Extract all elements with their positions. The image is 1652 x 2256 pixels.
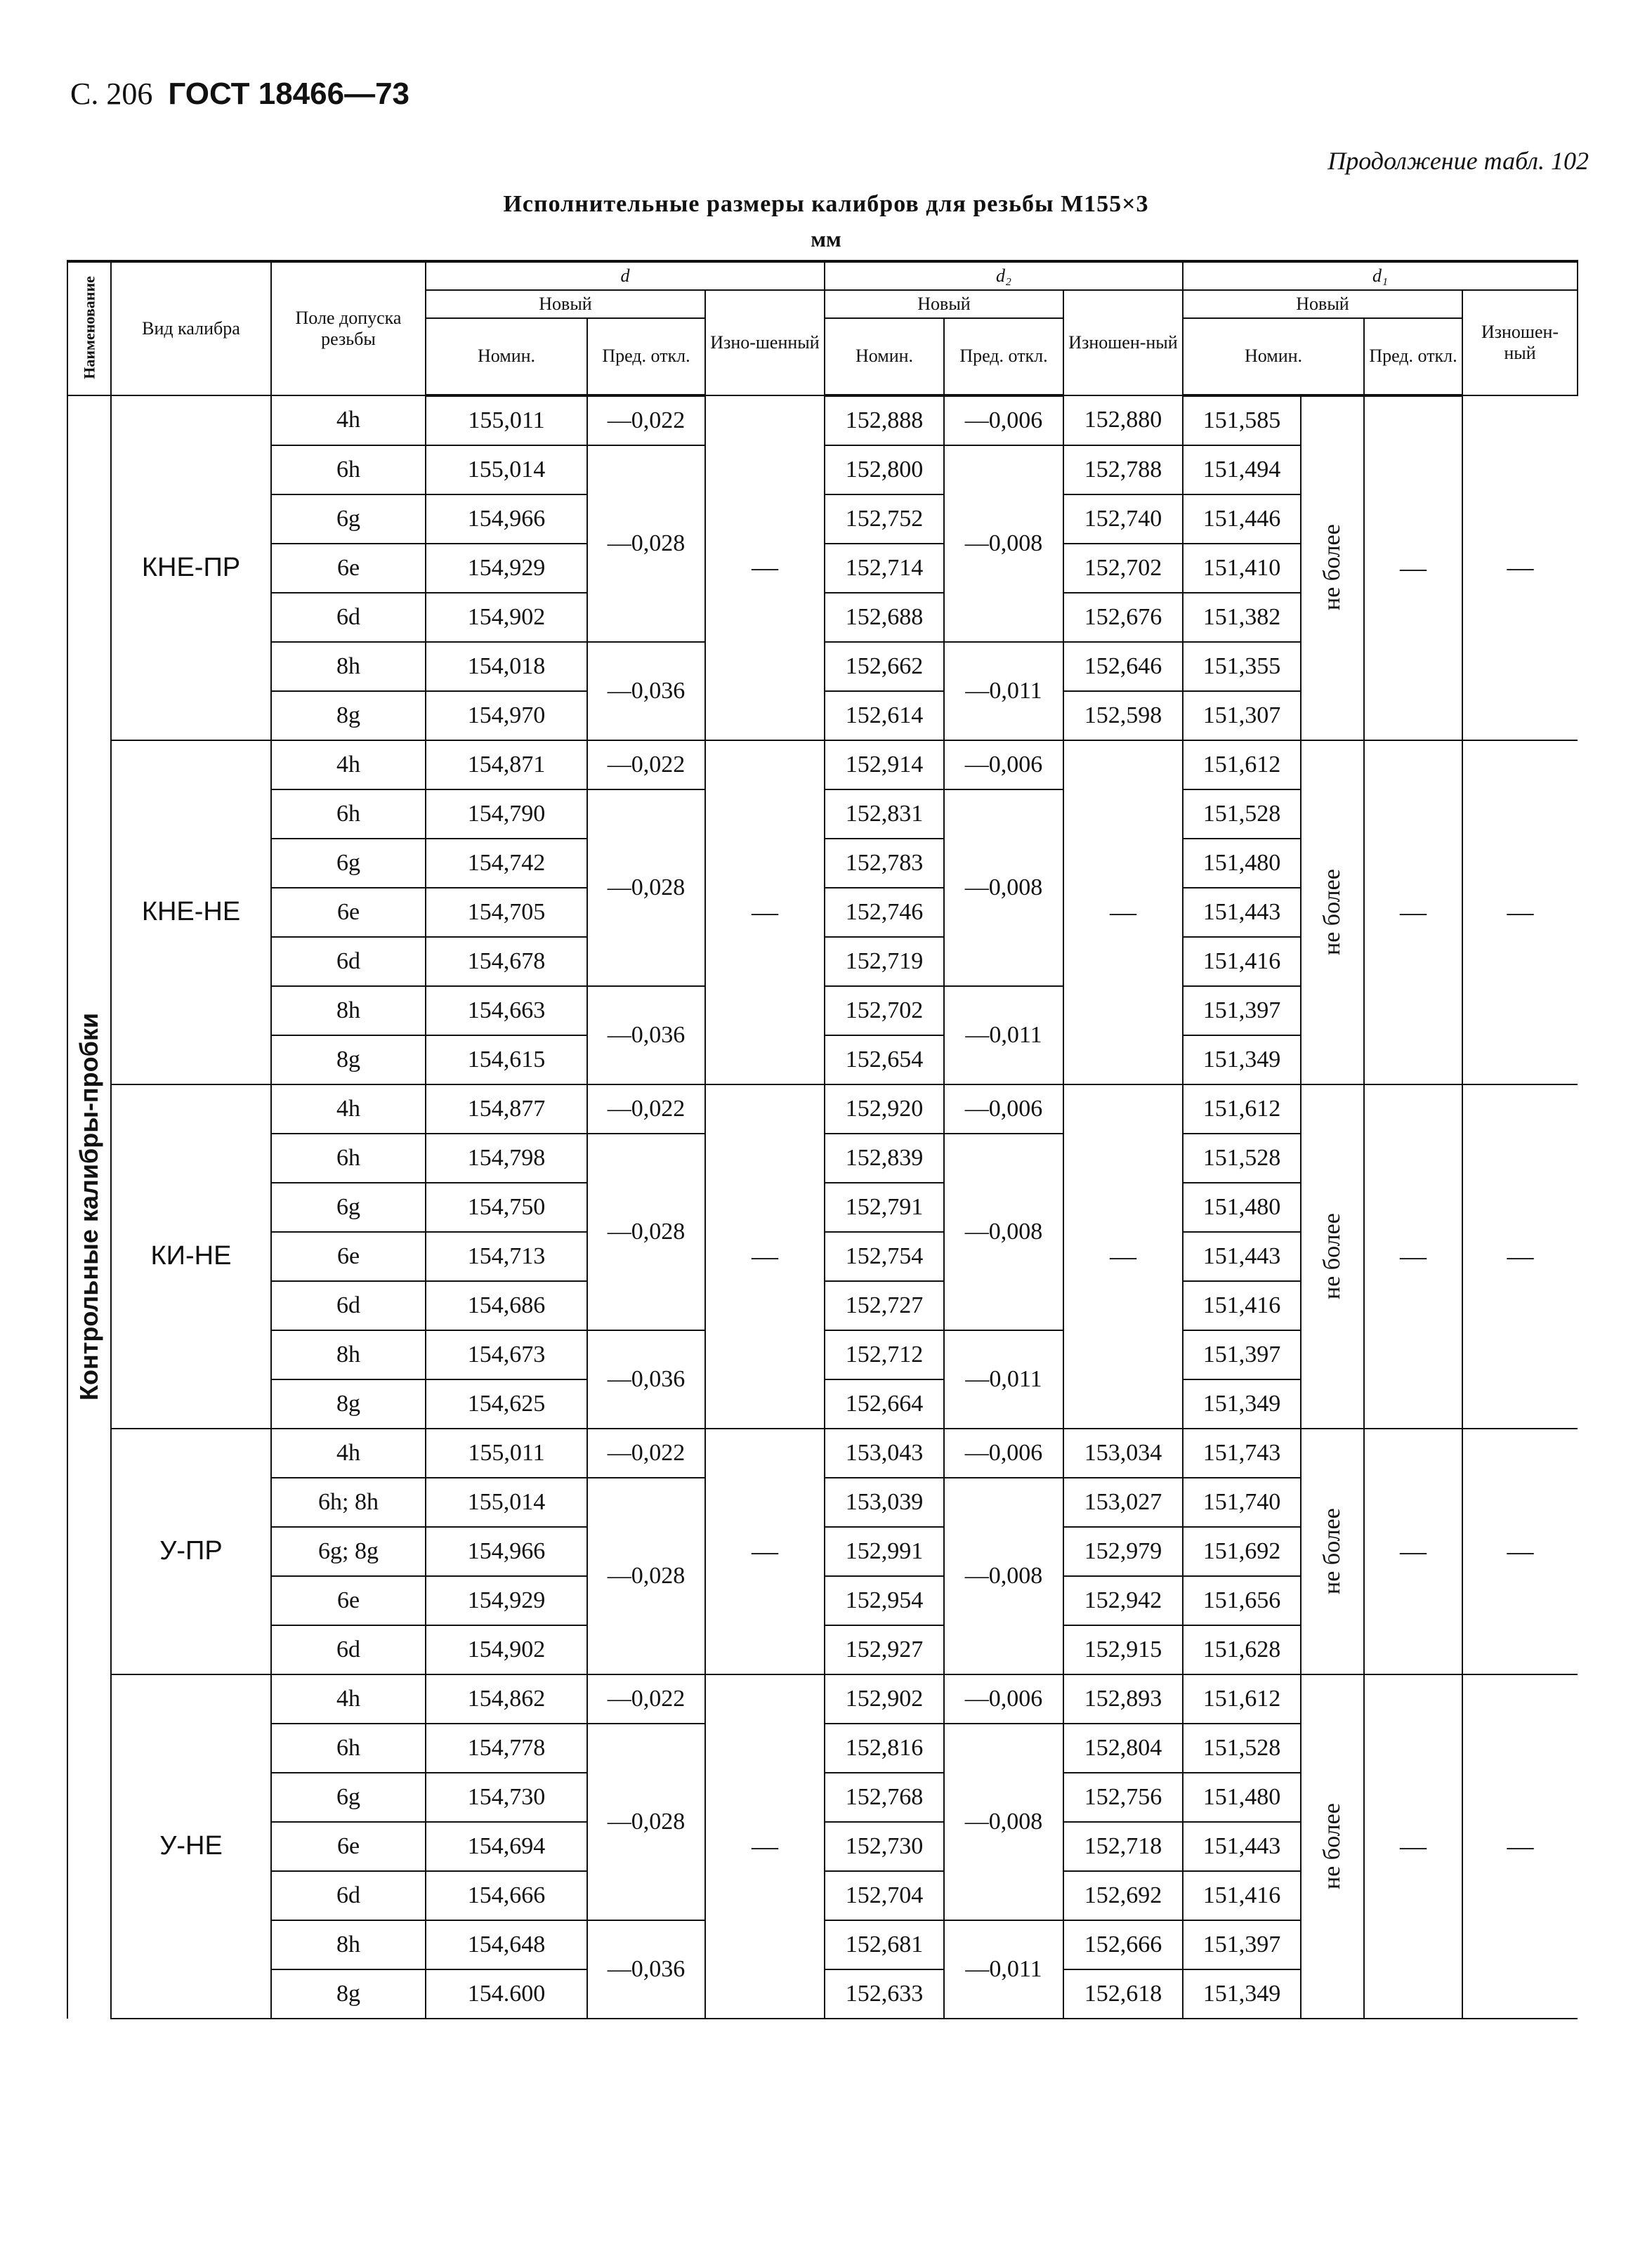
d2-worn-cell: 152,692: [1063, 1871, 1183, 1920]
d2-nominal-cell: 152,991: [825, 1527, 944, 1576]
d1-nominal-cell: 151,397: [1183, 1330, 1301, 1379]
d1-nominal-cell: 151,446: [1183, 494, 1301, 544]
field-cell: 6h; 8h: [271, 1478, 426, 1527]
header-d-new: Новый: [426, 290, 705, 318]
d2-worn-cell: 152,788: [1063, 445, 1183, 494]
d-deviation-cell: —0,036: [587, 986, 705, 1084]
d-nominal-cell: 154,018: [426, 642, 587, 691]
field-cell: 6d: [271, 1281, 426, 1330]
not-more-label: не более: [1301, 1429, 1364, 1674]
d-worn-cell: —: [705, 740, 825, 1084]
d1-nominal-cell: 151,480: [1183, 1773, 1301, 1822]
d-worn-cell: —: [705, 1084, 825, 1429]
header-d1-nominal: Номин.: [1183, 318, 1364, 395]
d2-worn-cell: 152,740: [1063, 494, 1183, 544]
d-nominal-cell: 154,929: [426, 544, 587, 593]
d2-nominal-cell: 152,654: [825, 1035, 944, 1084]
d1-nominal-cell: 151,397: [1183, 1920, 1301, 1969]
field-cell: 6e: [271, 544, 426, 593]
d2-nominal-cell: 152,839: [825, 1134, 944, 1183]
d1-worn-cell: —: [1462, 395, 1578, 740]
field-cell: 6g: [271, 1773, 426, 1822]
d2-deviation-cell: —0,011: [944, 1920, 1063, 2019]
d-deviation-cell: —0,028: [587, 1724, 705, 1920]
d-worn-cell: —: [705, 1429, 825, 1674]
d2-deviation-cell: —0,008: [944, 1724, 1063, 1920]
header-d2-nominal: Номин.: [825, 318, 944, 395]
d1-nominal-cell: 151,349: [1183, 1969, 1301, 2019]
d-nominal-cell: 154,648: [426, 1920, 587, 1969]
d1-nominal-cell: 151,612: [1183, 740, 1301, 789]
header-d2-deviation: Пред. откл.: [944, 318, 1063, 395]
d1-nominal-cell: 151,480: [1183, 839, 1301, 888]
d1-nominal-cell: 151,480: [1183, 1183, 1301, 1232]
d-nominal-cell: 155,011: [426, 395, 587, 445]
field-cell: 6d: [271, 937, 426, 986]
d1-nominal-cell: 151,692: [1183, 1527, 1301, 1576]
header-d: d: [426, 261, 825, 290]
d2-nominal-cell: 152,888: [825, 395, 944, 445]
d2-nominal-cell: 152,831: [825, 789, 944, 839]
gauge-type-cell: КНЕ-ПР: [111, 395, 271, 740]
page-number: С. 206: [70, 77, 153, 111]
d1-nominal-cell: 151,443: [1183, 888, 1301, 937]
d-nominal-cell: 154,877: [426, 1084, 587, 1134]
d2-worn-cell: 152,666: [1063, 1920, 1183, 1969]
d-nominal-cell: 154,625: [426, 1379, 587, 1429]
header-d-worn: Изно-шенный: [705, 290, 825, 395]
d1-worn-cell: —: [1462, 1084, 1578, 1429]
field-cell: 4h: [271, 1674, 426, 1724]
continuation-note: Продолжение табл. 102: [1328, 147, 1589, 175]
d-nominal-cell: 154,663: [426, 986, 587, 1035]
d2-nominal-cell: 152,783: [825, 839, 944, 888]
gauge-type-cell: У-НЕ: [111, 1674, 271, 2019]
d1-nominal-cell: 151,612: [1183, 1084, 1301, 1134]
d2-nominal-cell: 152,662: [825, 642, 944, 691]
d2-worn-cell: 152,942: [1063, 1576, 1183, 1625]
d1-nominal-cell: 151,528: [1183, 789, 1301, 839]
header-d-deviation: Пред. откл.: [587, 318, 705, 395]
field-cell: 8h: [271, 986, 426, 1035]
d-nominal-cell: 154,970: [426, 691, 587, 740]
d2-nominal-cell: 152,702: [825, 986, 944, 1035]
table-row: [67, 1084, 1578, 1134]
d2-nominal-cell: 152,816: [825, 1724, 944, 1773]
d2-worn-cell: 152,718: [1063, 1822, 1183, 1871]
d1-nominal-cell: 151,494: [1183, 445, 1301, 494]
d2-nominal-cell: 152,719: [825, 937, 944, 986]
d-nominal-cell: 154,705: [426, 888, 587, 937]
d-nominal-cell: 154,902: [426, 593, 587, 642]
not-more-label: не более: [1301, 1674, 1364, 2019]
d-nominal-cell: 154,871: [426, 740, 587, 789]
field-cell: 8g: [271, 1035, 426, 1084]
d1-worn-cell: —: [1462, 1674, 1578, 2019]
d2-deviation-cell: —0,008: [944, 1478, 1063, 1674]
d-deviation-cell: —0,036: [587, 1330, 705, 1429]
field-cell: 6h: [271, 1134, 426, 1183]
d1-nominal-cell: 151,612: [1183, 1674, 1301, 1724]
d2-worn-cell: —: [1063, 740, 1183, 1084]
d2-nominal-cell: 152,664: [825, 1379, 944, 1429]
d1-nominal-cell: 151,740: [1183, 1478, 1301, 1527]
header-d1: d₁: [1183, 261, 1578, 290]
d-deviation-cell: —0,028: [587, 789, 705, 986]
d-nominal-cell: 154,798: [426, 1134, 587, 1183]
d1-deviation-cell: —: [1364, 1674, 1462, 2019]
table-row: [67, 1674, 1578, 1724]
d-nominal-cell: 154,966: [426, 494, 587, 544]
d-nominal-cell: 154,862: [426, 1674, 587, 1724]
d1-nominal-cell: 151,382: [1183, 593, 1301, 642]
d-nominal-cell: 154,966: [426, 1527, 587, 1576]
field-cell: 8g: [271, 1969, 426, 2019]
field-cell: 4h: [271, 1429, 426, 1478]
d2-nominal-cell: 152,902: [825, 1674, 944, 1724]
field-cell: 6d: [271, 1625, 426, 1674]
d2-nominal-cell: 152,730: [825, 1822, 944, 1871]
table-row: [67, 740, 1578, 789]
header-tolerance-field: Поле допуска резьбы: [271, 261, 426, 395]
gauge-type-cell: У-ПР: [111, 1429, 271, 1674]
field-cell: 6e: [271, 1822, 426, 1871]
d2-deviation-cell: —0,008: [944, 1134, 1063, 1330]
header-d2-new: Новый: [825, 290, 1063, 318]
field-cell: 8h: [271, 642, 426, 691]
table-row: [67, 1429, 1578, 1478]
d-nominal-cell: 155,014: [426, 1478, 587, 1527]
d2-nominal-cell: 152,914: [825, 740, 944, 789]
field-cell: 4h: [271, 395, 426, 445]
d-deviation-cell: —0,028: [587, 445, 705, 642]
header-d1-worn: Изношен-ный: [1462, 290, 1578, 395]
d-worn-cell: —: [705, 395, 825, 740]
d2-deviation-cell: —0,006: [944, 1674, 1063, 1724]
field-cell: 4h: [271, 1084, 426, 1134]
d1-deviation-cell: —: [1364, 1429, 1462, 1674]
d-nominal-cell: 154,686: [426, 1281, 587, 1330]
d1-nominal-cell: 151,416: [1183, 1871, 1301, 1920]
field-cell: 6g: [271, 494, 426, 544]
d2-worn-cell: 153,034: [1063, 1429, 1183, 1478]
header-d1-deviation: Пред. откл.: [1364, 318, 1462, 395]
d2-nominal-cell: 152,920: [825, 1084, 944, 1134]
d2-worn-cell: 152,915: [1063, 1625, 1183, 1674]
field-cell: 6e: [271, 888, 426, 937]
page-header: [70, 76, 409, 112]
d-deviation-cell: —0,036: [587, 1920, 705, 2019]
d2-deviation-cell: —0,006: [944, 395, 1063, 445]
d2-deviation-cell: —0,011: [944, 642, 1063, 740]
d2-nominal-cell: 152,754: [825, 1232, 944, 1281]
d-nominal-cell: 155,014: [426, 445, 587, 494]
d2-deviation-cell: —0,006: [944, 1084, 1063, 1134]
d2-worn-cell: 152,598: [1063, 691, 1183, 740]
table-unit: мм: [811, 226, 841, 251]
d-nominal-cell: 154,713: [426, 1232, 587, 1281]
d-deviation-cell: —0,022: [587, 1084, 705, 1134]
d1-deviation-cell: —: [1364, 1084, 1462, 1429]
d2-worn-cell: 152,676: [1063, 593, 1183, 642]
not-more-label: не более: [1301, 740, 1364, 1084]
d2-nominal-cell: 152,704: [825, 1871, 944, 1920]
gauge-type-cell: КИ-НЕ: [111, 1084, 271, 1429]
d-nominal-cell: 154,730: [426, 1773, 587, 1822]
d-deviation-cell: —0,022: [587, 740, 705, 789]
field-cell: 8g: [271, 691, 426, 740]
d1-nominal-cell: 151,349: [1183, 1379, 1301, 1429]
field-cell: 6g: [271, 839, 426, 888]
field-cell: 8h: [271, 1330, 426, 1379]
field-cell: 6h: [271, 1724, 426, 1773]
d-deviation-cell: —0,036: [587, 642, 705, 740]
field-cell: 8h: [271, 1920, 426, 1969]
d-nominal-cell: 154,673: [426, 1330, 587, 1379]
d2-deviation-cell: —0,008: [944, 789, 1063, 986]
d2-nominal-cell: 152,791: [825, 1183, 944, 1232]
d1-nominal-cell: 151,416: [1183, 1281, 1301, 1330]
d-deviation-cell: —0,028: [587, 1134, 705, 1330]
d2-nominal-cell: 152,681: [825, 1920, 944, 1969]
header-d1-new: Новый: [1183, 290, 1462, 318]
side-label: Контрольные калибры-пробки: [67, 395, 111, 2019]
d1-nominal-cell: 151,307: [1183, 691, 1301, 740]
d2-nominal-cell: 152,927: [825, 1625, 944, 1674]
d1-deviation-cell: —: [1364, 395, 1462, 740]
d-nominal-cell: 154,678: [426, 937, 587, 986]
standard-number: ГОСТ 18466—73: [168, 77, 410, 111]
field-cell: 6g; 8g: [271, 1527, 426, 1576]
d2-nominal-cell: 152,633: [825, 1969, 944, 2019]
d2-nominal-cell: 152,688: [825, 593, 944, 642]
d-nominal-cell: 154,666: [426, 1871, 587, 1920]
d1-nominal-cell: 151,585: [1183, 395, 1301, 445]
field-cell: 6d: [271, 593, 426, 642]
header-d2: d₂: [825, 261, 1183, 290]
gauge-type-cell: КНЕ-НЕ: [111, 740, 271, 1084]
d-nominal-cell: 155,011: [426, 1429, 587, 1478]
d2-worn-cell: 152,804: [1063, 1724, 1183, 1773]
d1-nominal-cell: 151,528: [1183, 1724, 1301, 1773]
d1-nominal-cell: 151,528: [1183, 1134, 1301, 1183]
d1-nominal-cell: 151,443: [1183, 1232, 1301, 1281]
d2-nominal-cell: 152,727: [825, 1281, 944, 1330]
not-more-label: не более: [1301, 395, 1364, 740]
d1-nominal-cell: 151,656: [1183, 1576, 1301, 1625]
d2-worn-cell: 152,646: [1063, 642, 1183, 691]
header-d-nominal: Номин.: [426, 318, 587, 395]
d2-worn-cell: 152,880: [1063, 395, 1183, 445]
header-name: Наименование: [67, 261, 111, 395]
header-gauge-type: Вид калибра: [111, 261, 271, 395]
gauge-table: [67, 260, 1578, 2019]
field-cell: 6e: [271, 1576, 426, 1625]
d2-deviation-cell: —0,006: [944, 740, 1063, 789]
d1-nominal-cell: 151,349: [1183, 1035, 1301, 1084]
d2-nominal-cell: 153,039: [825, 1478, 944, 1527]
d2-deviation-cell: —0,006: [944, 1429, 1063, 1478]
d2-worn-cell: 152,618: [1063, 1969, 1183, 2019]
d-worn-cell: —: [705, 1674, 825, 2019]
d1-nominal-cell: 151,416: [1183, 937, 1301, 986]
d-nominal-cell: 154,790: [426, 789, 587, 839]
d2-nominal-cell: 152,714: [825, 544, 944, 593]
field-cell: 6g: [271, 1183, 426, 1232]
d-nominal-cell: 154,615: [426, 1035, 587, 1084]
d2-nominal-cell: 152,954: [825, 1576, 944, 1625]
d1-nominal-cell: 151,628: [1183, 1625, 1301, 1674]
d2-nominal-cell: 152,752: [825, 494, 944, 544]
field-cell: 6e: [271, 1232, 426, 1281]
d2-deviation-cell: —0,008: [944, 445, 1063, 642]
d-deviation-cell: —0,022: [587, 1429, 705, 1478]
d-nominal-cell: 154,750: [426, 1183, 587, 1232]
table-title: Исполнительные размеры калибров для резьбы М155×3: [503, 191, 1149, 217]
header-d2-worn: Изношен-ный: [1063, 290, 1183, 395]
d2-worn-cell: 152,893: [1063, 1674, 1183, 1724]
d2-nominal-cell: 152,800: [825, 445, 944, 494]
field-cell: 6h: [271, 445, 426, 494]
d2-nominal-cell: 152,712: [825, 1330, 944, 1379]
d-nominal-cell: 154,742: [426, 839, 587, 888]
d-nominal-cell: 154.600: [426, 1969, 587, 2019]
d-nominal-cell: 154,778: [426, 1724, 587, 1773]
field-cell: 6d: [271, 1871, 426, 1920]
d2-worn-cell: 152,979: [1063, 1527, 1183, 1576]
d2-nominal-cell: 152,614: [825, 691, 944, 740]
d2-deviation-cell: —0,011: [944, 1330, 1063, 1429]
d-deviation-cell: —0,022: [587, 1674, 705, 1724]
d-nominal-cell: 154,902: [426, 1625, 587, 1674]
d1-worn-cell: —: [1462, 740, 1578, 1084]
d2-nominal-cell: 152,768: [825, 1773, 944, 1822]
d1-nominal-cell: 151,443: [1183, 1822, 1301, 1871]
field-cell: 6h: [271, 789, 426, 839]
d1-nominal-cell: 151,743: [1183, 1429, 1301, 1478]
d2-worn-cell: —: [1063, 1084, 1183, 1429]
d-nominal-cell: 154,929: [426, 1576, 587, 1625]
d-deviation-cell: —0,022: [587, 395, 705, 445]
d2-worn-cell: 152,756: [1063, 1773, 1183, 1822]
d1-deviation-cell: —: [1364, 740, 1462, 1084]
d2-worn-cell: 152,702: [1063, 544, 1183, 593]
field-cell: 8g: [271, 1379, 426, 1429]
d2-worn-cell: 153,027: [1063, 1478, 1183, 1527]
d-nominal-cell: 154,694: [426, 1822, 587, 1871]
table-row: [67, 395, 1578, 445]
d1-nominal-cell: 151,355: [1183, 642, 1301, 691]
field-cell: 4h: [271, 740, 426, 789]
d2-deviation-cell: —0,011: [944, 986, 1063, 1084]
d-deviation-cell: —0,028: [587, 1478, 705, 1674]
d2-nominal-cell: 153,043: [825, 1429, 944, 1478]
d2-nominal-cell: 152,746: [825, 888, 944, 937]
d1-worn-cell: —: [1462, 1429, 1578, 1674]
d1-nominal-cell: 151,410: [1183, 544, 1301, 593]
not-more-label: не более: [1301, 1084, 1364, 1429]
d1-nominal-cell: 151,397: [1183, 986, 1301, 1035]
